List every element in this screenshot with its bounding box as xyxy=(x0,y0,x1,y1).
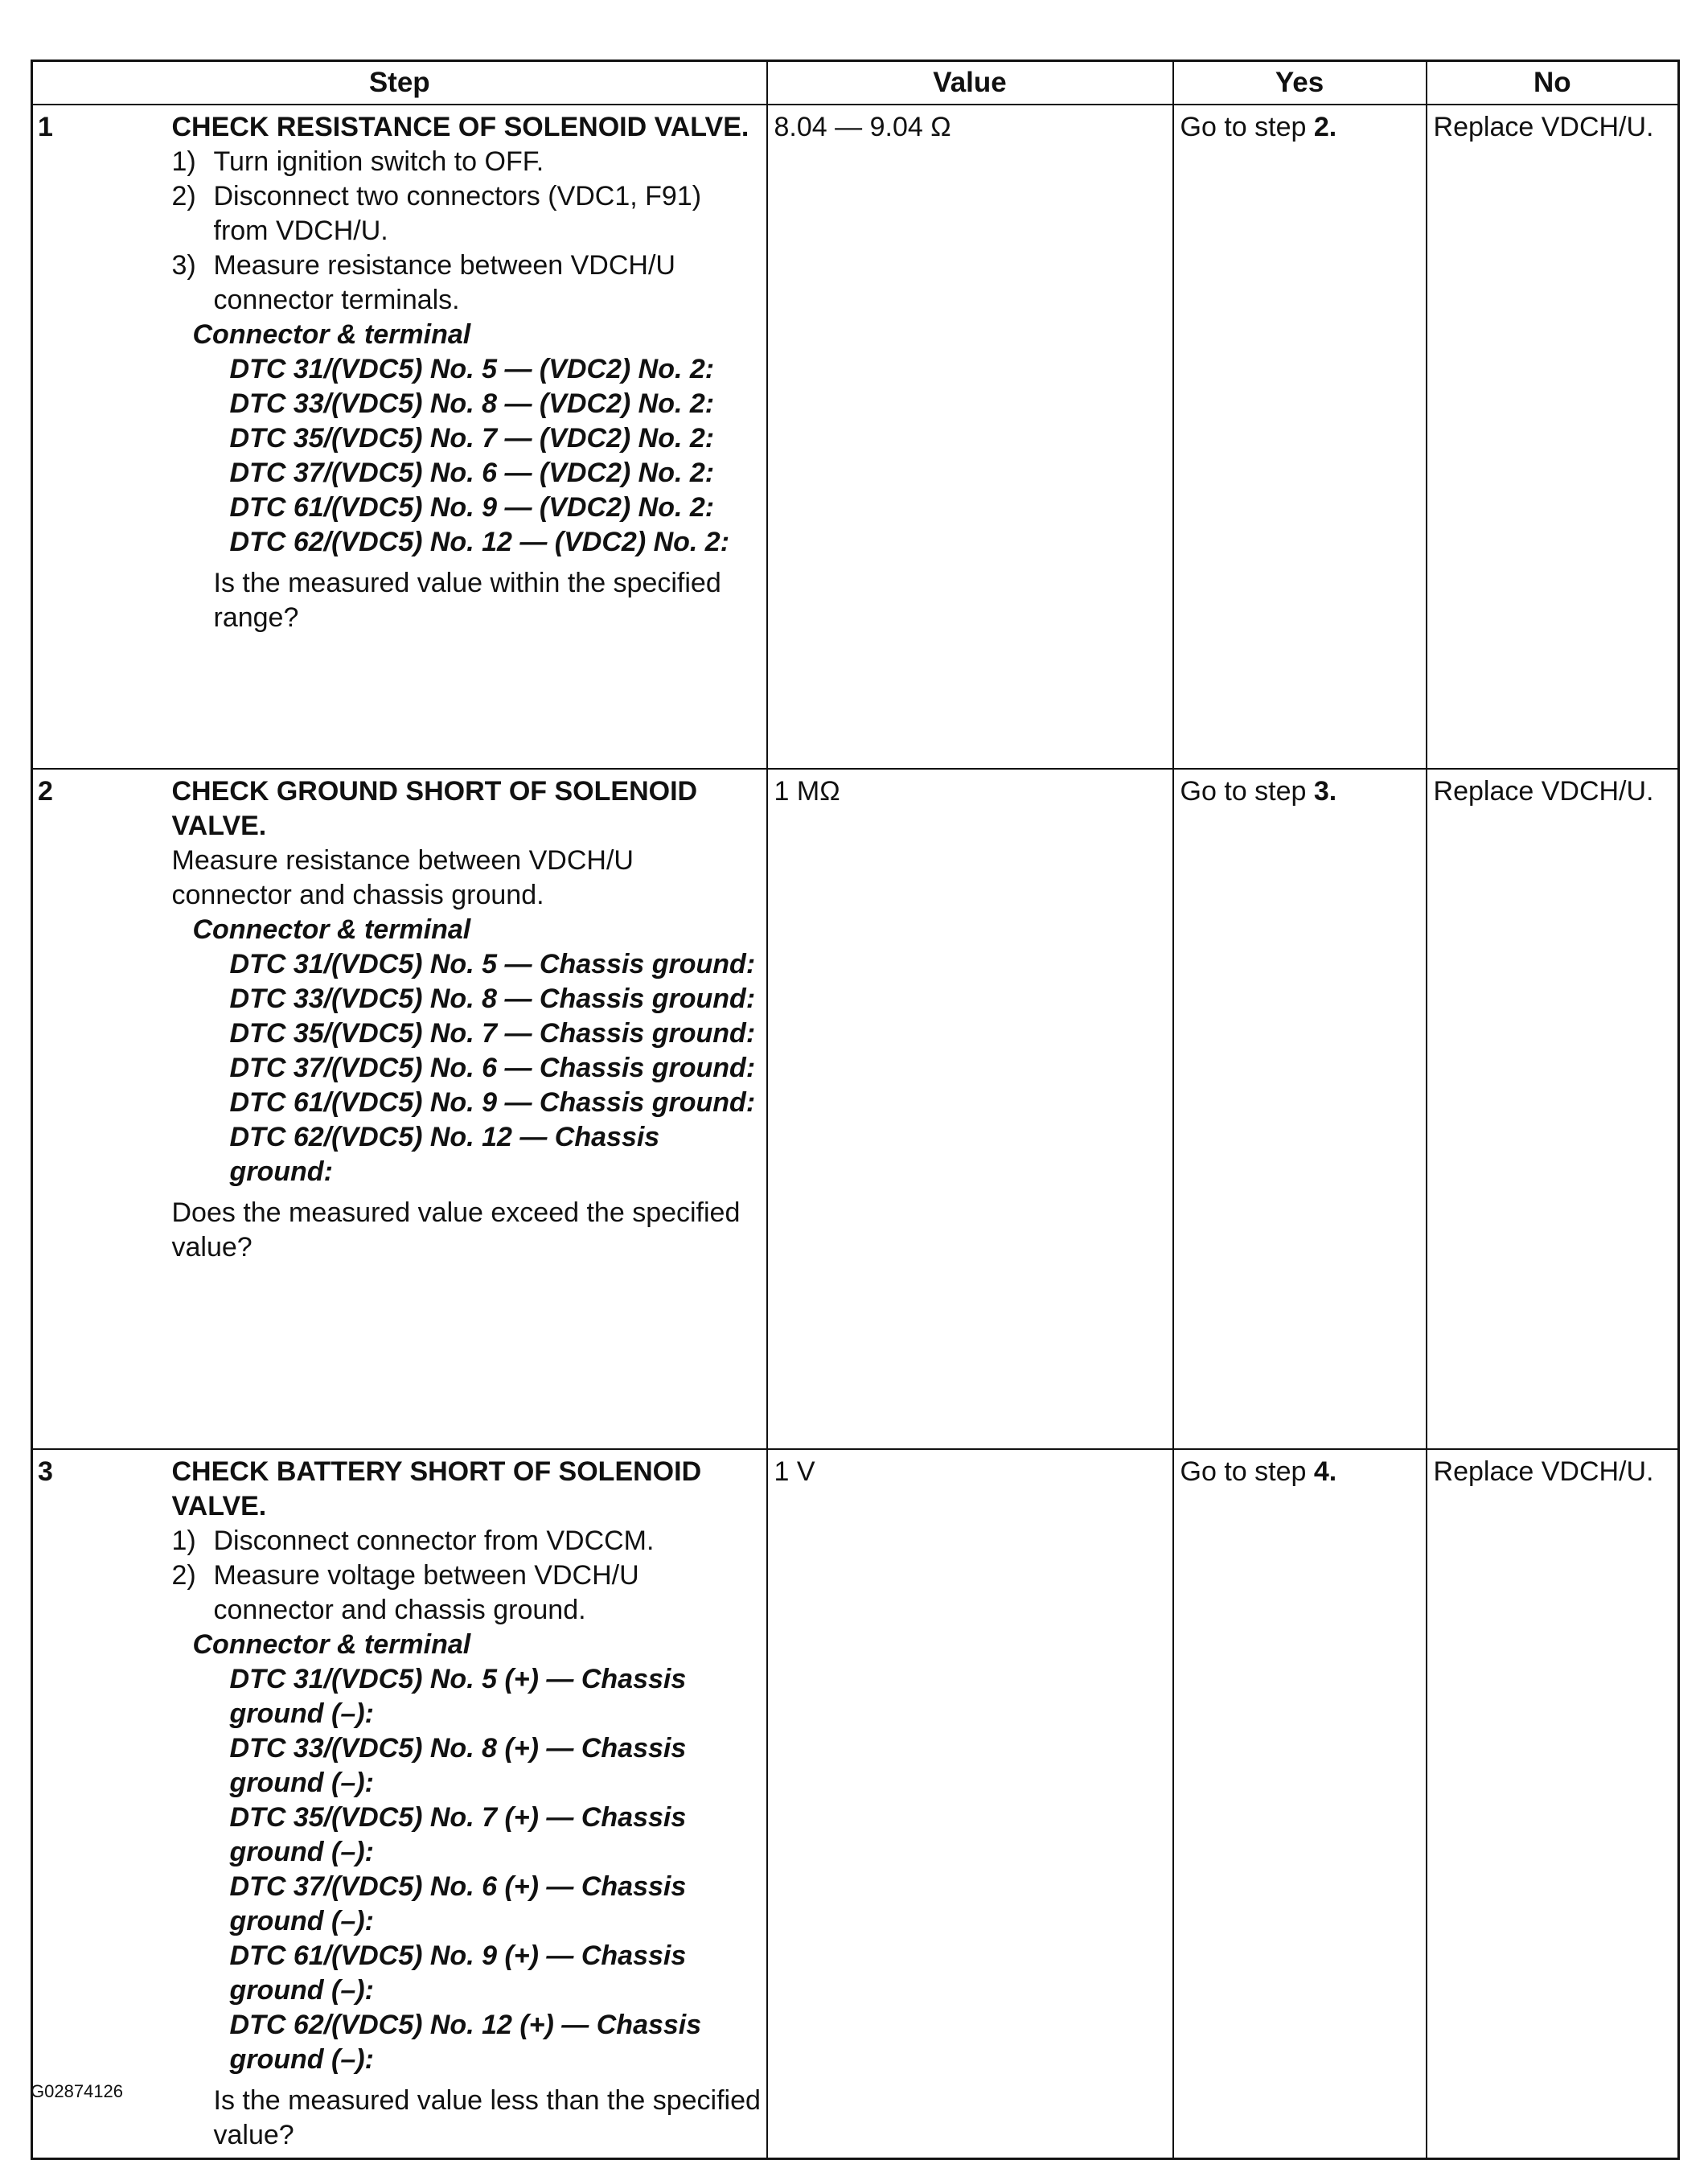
connector-item: DTC 61/(VDC5) No. 9 — Chassis ground: xyxy=(229,1087,756,1118)
yes-cell xyxy=(1173,105,1427,769)
yes-text: Go to step xyxy=(1180,776,1314,807)
instruction-number: 3) xyxy=(171,250,196,281)
connector-heading: Connector & terminal xyxy=(192,1629,471,1660)
yes-cell xyxy=(1173,1449,1427,2159)
yes-text: Go to step xyxy=(1180,1456,1314,1487)
step-content xyxy=(169,1449,767,2159)
yes-cell xyxy=(1173,769,1427,1449)
connector-item: DTC 37/(VDC5) No. 6 — Chassis ground: xyxy=(229,1053,756,1083)
list-item xyxy=(172,1524,762,1558)
connector-item: DTC 35/(VDC5) No. 7 — (VDC2) No. 2: xyxy=(229,423,715,454)
step-intro: Measure resistance between VDCH/U connector and chassis ground. xyxy=(171,845,634,910)
connector-item: DTC 31/(VDC5) No. 5 (+) — Chassis ground (–): xyxy=(229,1664,687,1729)
table-row xyxy=(32,1449,1679,2159)
instruction-text: Disconnect two connectors (VDC1, F91) from VDCH/U. xyxy=(213,181,702,246)
step-content xyxy=(169,105,767,769)
no-cell: Replace VDCH/U. xyxy=(1427,769,1679,1449)
instruction-text: Disconnect connector from VDCCM. xyxy=(213,1526,655,1556)
instruction-number: 2) xyxy=(171,1560,196,1591)
step-title: CHECK RESISTANCE OF SOLENOID VALVE. xyxy=(171,112,749,142)
connector-item: DTC 37/(VDC5) No. 6 (+) — Chassis ground (–): xyxy=(229,1871,687,1936)
table-row xyxy=(32,769,1679,1449)
connector-item: DTC 31/(VDC5) No. 5 — Chassis ground: xyxy=(229,949,756,979)
connector-item: DTC 61/(VDC5) No. 9 — (VDC2) No. 2: xyxy=(229,492,715,523)
connector-item: DTC 31/(VDC5) No. 5 — (VDC2) No. 2: xyxy=(229,354,715,384)
step-title: CHECK GROUND SHORT OF SOLENOID VALVE. xyxy=(171,776,698,841)
instruction-text: Measure resistance between VDCH/U connector terminals. xyxy=(213,250,675,315)
diagnostic-table xyxy=(31,60,1680,2160)
connector-item: DTC 62/(VDC5) No. 12 — (VDC2) No. 2: xyxy=(229,527,730,557)
list-item xyxy=(172,145,762,179)
connector-item: DTC 33/(VDC5) No. 8 — (VDC2) No. 2: xyxy=(229,388,715,419)
header-no: No xyxy=(1427,61,1679,105)
yes-step-ref: 2. xyxy=(1313,112,1337,142)
connector-item: DTC 62/(VDC5) No. 12 (+) — Chassis ground (–): xyxy=(229,2010,702,2075)
connector-item: DTC 37/(VDC5) No. 6 — (VDC2) No. 2: xyxy=(229,458,715,488)
instruction-number: 1) xyxy=(171,146,196,177)
instruction-number: 2) xyxy=(171,181,196,211)
list-item xyxy=(172,248,762,318)
instruction-text: Turn ignition switch to OFF. xyxy=(213,146,544,177)
step-title: CHECK BATTERY SHORT OF SOLENOID VALVE. xyxy=(171,1456,702,1521)
instruction-text: Measure voltage between VDCH/U connector and chassis ground. xyxy=(213,1560,639,1625)
connector-item: DTC 33/(VDC5) No. 8 — Chassis ground: xyxy=(229,983,756,1014)
connector-heading: Connector & terminal xyxy=(192,319,471,350)
figure-code: G02874126 xyxy=(31,2081,123,2101)
step-number: 2 xyxy=(32,769,169,1449)
connector-heading: Connector & terminal xyxy=(192,914,471,945)
header-yes: Yes xyxy=(1173,61,1427,105)
instruction-number: 1) xyxy=(171,1526,196,1556)
instruction-list xyxy=(172,145,762,318)
connector-item: DTC 33/(VDC5) No. 8 (+) — Chassis ground (–): xyxy=(229,1733,687,1798)
connector-item: DTC 35/(VDC5) No. 7 (+) — Chassis ground (–): xyxy=(229,1802,687,1867)
no-cell: Replace VDCH/U. xyxy=(1427,105,1679,769)
value-cell: 1 MΩ xyxy=(767,769,1173,1449)
step-number: 3 xyxy=(32,1449,169,2159)
header-step: Step xyxy=(32,61,767,105)
header-value: Value xyxy=(767,61,1173,105)
yes-text: Go to step xyxy=(1180,112,1314,142)
list-item xyxy=(172,179,762,248)
step-question: Does the measured value exceed the specified value? xyxy=(171,1197,741,1263)
step-content xyxy=(169,769,767,1449)
connector-item: DTC 61/(VDC5) No. 9 (+) — Chassis ground (–): xyxy=(229,1940,687,2006)
no-cell: Replace VDCH/U. xyxy=(1427,1449,1679,2159)
value-cell: 1 V xyxy=(767,1449,1173,2159)
yes-step-ref: 4. xyxy=(1313,1456,1337,1487)
list-item xyxy=(172,1558,762,1628)
yes-step-ref: 3. xyxy=(1313,776,1337,807)
header-row xyxy=(32,61,1679,105)
value-cell: 8.04 — 9.04 Ω xyxy=(767,105,1173,769)
table-row xyxy=(32,105,1679,769)
step-question: Is the measured value less than the specified value? xyxy=(213,2085,761,2150)
connector-item: DTC 35/(VDC5) No. 7 — Chassis ground: xyxy=(229,1018,756,1049)
step-question: Is the measured value within the specified range? xyxy=(213,568,721,633)
connector-item: DTC 62/(VDC5) No. 12 — Chassis ground: xyxy=(229,1122,660,1187)
step-number: 1 xyxy=(32,105,169,769)
instruction-list xyxy=(172,1524,762,1628)
